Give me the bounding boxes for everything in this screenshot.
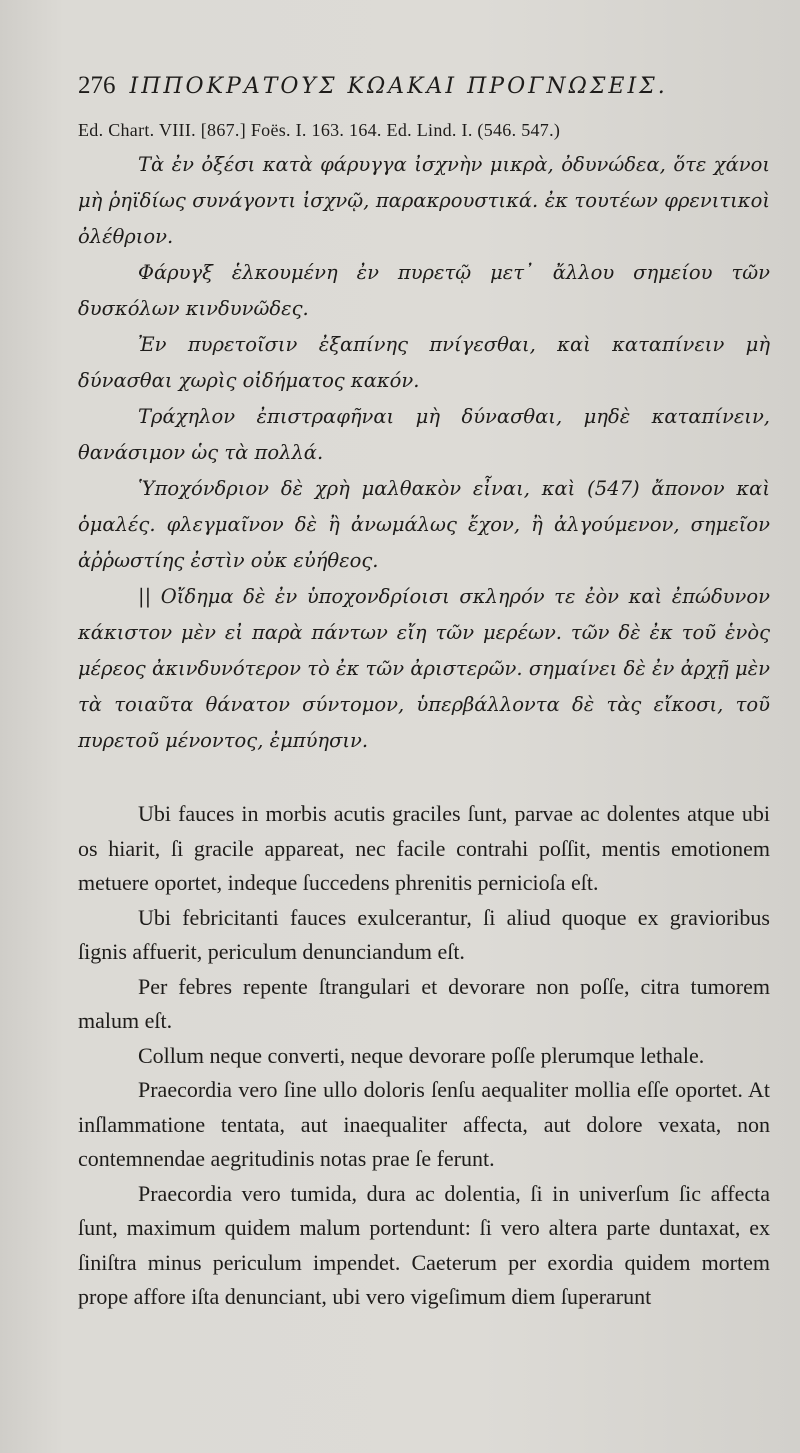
greek-paragraph: Τὰ ἐν ὀξέσι κατὰ φάρυγγα ἰσχνὴν μικρὰ, ὀδυνώδεα, ὅτε χάνοι μὴ ῥηϊδίως συνάγοντι ἰσχνῷ, παρακρουστικά. ἐκ τουτέων φρενιτικοὶ ὀλέθριον.: [78, 153, 770, 248]
edition-reference: Ed. Chart. VIII. [867.] Foës. I. 163. 164. Ed. Lind. I. (546. 547.): [78, 120, 561, 140]
latin-paragraph: Collum neque converti, neque devorare poſſe plerumque lethale.: [138, 1042, 705, 1068]
greek-paragraph: Φάρυγξ ἑλκουμένη ἐν πυρετῷ μετ᾽ ἄλλου σημείου τῶν δυσκόλων κινδυνῶδες.: [78, 261, 770, 320]
latin-paragraph: Per febres repente ſtrangulari et devorare non poſſe, citra tumorem malum eſt.: [78, 973, 770, 1033]
greek-text: [78, 147, 770, 759]
greek-paragraph: || Οἴδημα δὲ ἐν ὑποχονδρίοισι σκληρόν τε ἐὸν καὶ ἐπώδυνον κάκιστον μὲν εἰ παρὰ πάντων εἴη τῶν μερέων. τῶν δὲ ἐκ τοῦ ἑνὸς μέρεος ἀκινδυνότερον τὸ ἐκ τῶν ἀριστερῶν. σημαίνει δὲ ἐν ἀρχῇ μὲν τὰ τοιαῦτα θάνατον σύντομον, ὑπερβάλλοντα δὲ τὰς εἴκοσι, τοῦ πυρετοῦ μένοντος, ἐμπύησιν.: [78, 585, 770, 752]
running-head: [78, 72, 770, 116]
running-title: ΙΠΠΟΚΡΑΤΟΥΣ ΚΩΑΚΑΙ ΠΡΟΓΝΩΣΕΙΣ.: [129, 74, 668, 99]
greek-paragraph: Τράχηλον ἐπιστραφῆναι μὴ δύνασθαι, μηδὲ καταπίνειν, θανάσιμον ὡς τὰ πολλά.: [78, 405, 770, 464]
page-number: 276: [78, 72, 116, 99]
latin-translation: [78, 797, 770, 1315]
greek-paragraph: Ὑποχόνδριον δὲ χρὴ μαλθακὸν εἶναι, καὶ (547) ἄπονον καὶ ὁμαλές. φλεγμαῖνον δὲ ἢ ἀνωμάλως ἔχον, ἢ ἀλγούμενον, σημεῖον ἀῤῥωστίης ἐστὶν οὐκ εὐήθεος.: [78, 477, 770, 572]
greek-paragraph: Ἐν πυρετοῖσιν ἐξαπίνης πνίγεσθαι, καὶ καταπίνειν μὴ δύνασθαι χωρὶς οἰδήματος κακόν.: [78, 333, 770, 392]
latin-paragraph: Ubi febricitanti fauces exulcerantur, ſi aliud quoque ex gravioribus ſignis affuerit, periculum denunciandum eſt.: [78, 904, 770, 964]
latin-paragraph: Ubi fauces in morbis acutis graciles ſunt, parvae ac dolentes atque ubi os hiarit, ſi gracile appareat, nec facile contrahi poſſit, mentis emotionem metuere oportet, indeque ſuccedens phrenitis pernicioſa eſt.: [78, 801, 770, 895]
latin-paragraph: Praecordia vero ſine ullo doloris ſenſu aequaliter mollia eſſe oportet. At inſlammatione tentata, aut inaequaliter affecta, aut dolore vexata, non contemnendae aegritudinis notas prae ſe ferunt.: [78, 1077, 770, 1171]
latin-paragraph: Praecordia vero tumida, dura ac dolentia, ſi in univerſum ſic affecta ſunt, maximum quidem malum portendunt: ſi vero altera parte duntaxat, ex ſiniſtra minus periculum impendet. Caeterum per exordia quidem mortem prope affore iſta denunciant, ubi vero vigeſimum diem ſuperarunt: [78, 1180, 770, 1309]
